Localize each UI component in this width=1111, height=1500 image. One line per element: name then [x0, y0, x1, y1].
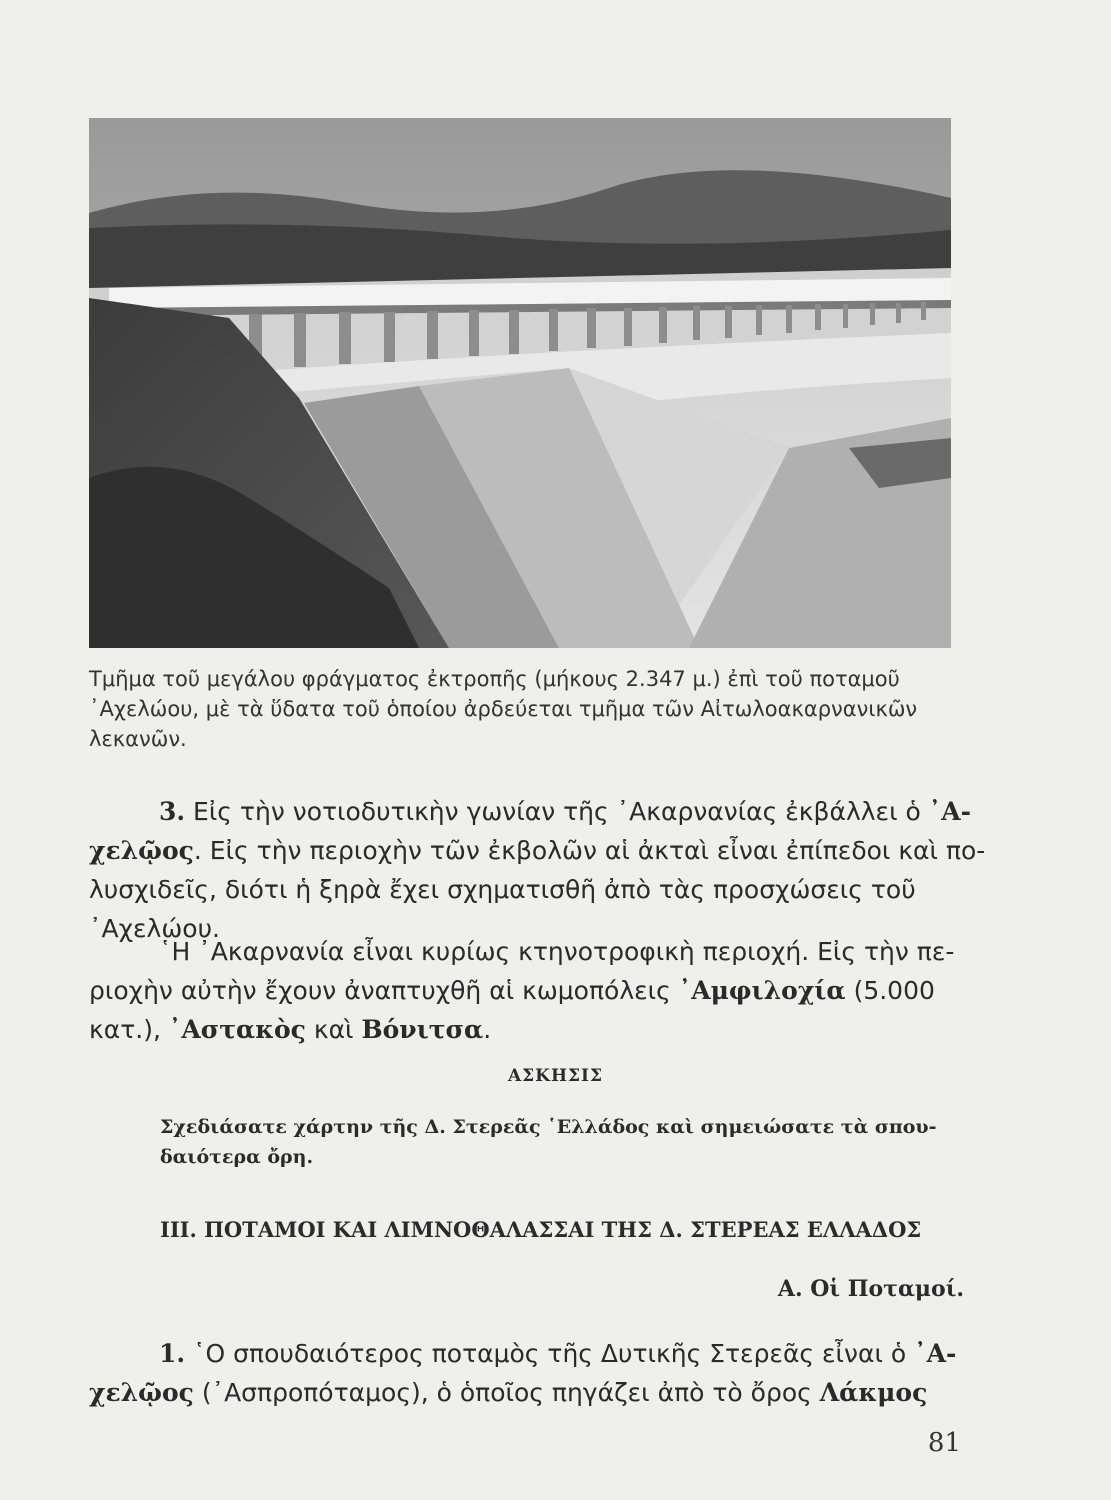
exercise-title: ΑΣΚΗΣΙΣ — [507, 1066, 604, 1086]
bold-term: χελῷος — [89, 1378, 194, 1407]
text-line: λυσχιδεῖς, διότι ἡ ξηρὰ ἔχει σχηματισθῆ ἀπὸ τὰς προσχώσεις τοῦ — [89, 875, 916, 904]
text-run: ῾Ο σπουδαιότερος ποταμὸς τῆς Δυτικῆς Στερεᾶς εἶναι ὁ — [185, 1339, 915, 1368]
text-line: ῾Η ᾿Ακαρνανία εἶναι κυρίως κτηνοτροφικὴ περιοχή. Εἰς τὴν πε- — [159, 937, 955, 966]
page-number: 81 — [927, 1428, 961, 1458]
paragraph-number: 3. — [159, 797, 186, 826]
paragraph-4 — [89, 932, 964, 1049]
bold-term: ᾿Αμφιλοχία — [678, 976, 846, 1005]
paragraph-1 — [89, 1334, 964, 1412]
text-run: καὶ — [305, 1015, 362, 1044]
exercise-text — [160, 1112, 965, 1172]
paragraph-3 — [89, 792, 986, 948]
bold-term: ᾿Α- — [928, 797, 971, 826]
text-run: ριοχὴν αὐτὴν ἔχουν ἀναπτυχθῆ αἱ κωμοπόλεις — [89, 976, 679, 1005]
caption-line: λεκανῶν. — [89, 727, 187, 751]
bold-term: ᾿Α- — [914, 1339, 957, 1368]
text-run: (᾿Ασπροπόταμος), ὁ ὁποῖος πηγάζει ἀπὸ τὸ ὄρος — [193, 1378, 820, 1407]
text-run: κατ.), — [89, 1015, 169, 1044]
text-line: ᾿Αχελώου. — [89, 914, 220, 943]
bold-term: Βόνιτσα — [361, 1015, 484, 1044]
exercise-line: δαιότερα ὄρη. — [160, 1146, 314, 1168]
section-title: ΙΙΙ. ΠΟΤΑΜΟΙ ΚΑΙ ΛΙΜΝΟΘΑΛΑΣΣΑΙ ΤΗΣ Δ. ΣΤΕΡΕΑΣ ΕΛΛΑΔΟΣ — [160, 1217, 922, 1242]
text-run: . — [483, 1015, 492, 1044]
subsection-title: Α. Οἱ Ποταμοί. — [777, 1276, 964, 1302]
photo-caption — [89, 664, 969, 754]
text-run: Εἰς τὴν νοτιοδυτικὴν γωνίαν τῆς ᾿Ακαρνανίας ἐκβάλλει ὁ — [185, 797, 929, 826]
bold-term: χελῷος — [89, 836, 194, 865]
caption-line: Τμῆμα τοῦ μεγάλου φράγματος ἐκτροπῆς (μήκους 2.347 μ.) ἐπὶ τοῦ ποταμοῦ — [89, 667, 900, 691]
exercise-line: Σχεδιάσατε χάρτην τῆς Δ. Στερεᾶς ῾Ελλάδος καὶ σημειώσατε τὰ σπου- — [160, 1116, 937, 1138]
paragraph-number: 1. — [159, 1339, 186, 1368]
dam-photograph — [89, 118, 951, 648]
dam-photo-illustration — [89, 118, 951, 648]
text-run: . Εἰς τὴν περιοχὴν τῶν ἐκβολῶν αἱ ἀκταὶ εἶναι ἐπίπεδοι καὶ πο- — [193, 836, 986, 865]
bold-term: ᾿Αστακὸς — [168, 1015, 306, 1044]
bold-term: Λάκμος — [819, 1378, 928, 1407]
caption-line: ᾿Αχελώου, μὲ τὰ ὕδατα τοῦ ὁποίου ἀρδεύεται τμῆμα τῶν Αἰτωλοακαρνανικῶν — [89, 697, 918, 721]
text-run: (5.000 — [845, 976, 935, 1005]
